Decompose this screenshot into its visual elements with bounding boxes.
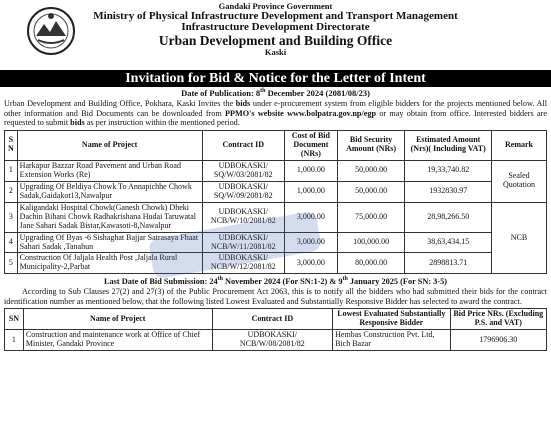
row-sn: 3 [5,202,18,232]
row-sn: 1 [5,330,24,351]
publication-date-label: Date of Publication: 8 [181,88,261,98]
col-contract-id: Contract ID [212,309,333,330]
col-project-name: Name of Project [17,131,202,161]
row-sn: 1 [5,160,18,181]
row-bid-doc-cost: 1,000.00 [284,181,337,202]
remark-ncb: NCB [492,202,547,274]
last-submission-date [4,276,547,286]
row-estimated-amount: 19,33,740.82 [405,160,492,181]
row-estimated-amount: 38,63,434.15 [405,232,492,253]
row-bid-doc-cost: 1,000.00 [284,160,337,181]
col-contract-id: Contract ID [202,131,284,161]
row-bid-doc-cost: 3,000.00 [284,232,337,253]
row-bid-security: 100,000.00 [337,232,405,253]
table-row [5,181,547,202]
award-table [4,308,547,351]
col-sn: S N [5,131,18,161]
col-project-name: Name of Project [23,309,212,330]
row-project-name: Upgrading Of Byas -6 Sishaghat Bajjar Satrasaya Fhaat Sahari Sadak ,Tanahun [17,232,202,253]
row-contract-id: UDBOKASKI/ NCB/W/08/2081/82 [212,330,333,351]
table-row [5,330,547,351]
row-estimated-amount: 1932830.97 [405,181,492,202]
row-contract-id: UDBOKASKI/ SQ/W/09/2081/82 [202,181,284,202]
intent-notice-paragraph: According to Sub Clauses 27(2) and 27(3) of the Public Procurement Act 2063, this is to notify all the bidders who had submitted their bids for the contract identification number as mentioned below, that the following listed Lowest Evaluated and Substantially Responsive Bidder has selected to award the contract. [4,287,547,306]
row-estimated-amount: 2898813.71 [405,253,492,274]
row-contract-id: UDBOKASKI/ SQ/W/03/2081/82 [202,160,284,181]
row-sn: 2 [5,181,18,202]
last-date-sup-2: th [342,276,348,283]
row-bidder: Hembas Construction Pvt. Ltd, Bich Bazar [333,330,450,351]
last-date-text-3: January 2025 (For SN: 3-5) [347,277,448,287]
row-bid-security: 50,000.00 [337,181,405,202]
publication-date [4,88,547,98]
col-bid-security: Bid Security Amount (NRs) [337,131,405,161]
office-location: Kaski [264,47,287,58]
notice-header [4,0,547,70]
row-contract-id: UDBOKASKI/ NCB/W/10/2081/82 [202,202,284,232]
bid-table-header [5,131,547,161]
row-bid-security: 50,000.00 [337,160,405,181]
ministry-name: Ministry of Physical Infrastructure Development and Transport Management [93,9,458,22]
col-bid-price: Bid Price NRs. (Excluding P.S. and VAT) [450,309,546,330]
directorate-name: Infrastructure Development Directorate [181,21,370,34]
government-emblem-icon [26,6,76,56]
last-date-text-2: November 2024 (For SN:1-2) & 9 [222,277,343,287]
intro-bold-1: bids [235,99,251,108]
intro-text-3: or may obtain from office. Interested bidders are requested to submit [4,108,547,128]
row-bid-security: 75,000.00 [337,202,405,232]
row-project-name: Construction and maintenance work at Office of Chief Minister, Gandaki Province [23,330,212,351]
award-table-header [5,309,547,330]
row-bid-security: 80,000.00 [337,253,405,274]
row-bid-doc-cost: 3,000.00 [284,202,337,232]
row-bid-price: 1796906.30 [450,330,546,351]
col-bid-doc-cost: Cost of Bid Document (NRs) [284,131,337,161]
row-project-name: Upgrading Of Beldiya Chowk To Annapichhe Chowk Sadak,Gaidakot13,Nawalpur [17,181,202,202]
col-lowest-bidder: Lowest Evaluated Substantially Responsive Bidder [333,309,450,330]
intro-paragraph [4,99,547,128]
row-project-name: Kaligandaki Hospital Chowk(Ganesh Chowk) Dheki Dachin Bihani Chowk Radhakrishana Hudai Taruwatal Jane Sahari Sadak Bistar,Kawasoti-8,Nawalpur [17,202,202,232]
intro-text-1: Urban Development and Building Office, Pokhara, Kaski Invites the [4,99,236,108]
last-date-text-1: Last Date of Bid Submission: 24 [103,277,218,287]
office-name: Urban Development and Building Office [158,33,393,49]
intro-bold-3: bids [70,118,85,128]
table-row [5,160,547,181]
row-sn: 4 [5,232,18,253]
remark-sealed-quotation: Sealed Quotation [492,160,547,202]
col-remark: Remark [492,131,547,161]
row-contract-id: UDBOKASKI/ NCB/W/12/2081/82 [202,253,284,274]
row-contract-id: UDBOKASKI/ NCB/W/11/2081/82 [202,232,284,253]
intro-text-4: as per instruction within the mentioned period. [84,118,240,128]
col-estimated-amount: Estimated Amount (Nrs)( Including VAT) [405,131,492,161]
row-project-name: Harkapur Bazzar Road Pavement and Urban Road Extension Works (Re) [17,160,202,181]
intro-text-2: under e-procurement system from eligible bidders for the projects mentioned below. All other information and Bid Documents can be downloaded from [4,99,547,118]
row-project-name: Construction Of Jaljala Health Post ,Jaljala Rural Municipality-2,Parbat [17,253,202,274]
publication-date-sup: th [260,88,266,95]
province-government: Gandaki Province Government [218,1,333,11]
row-estimated-amount: 28,98,266.50 [405,202,492,232]
publication-date-rest: December 2024 (2081/08/23) [265,88,370,98]
col-sn: SN [5,309,24,330]
last-date-sup-1: th [217,276,223,283]
row-bid-doc-cost: 3,000.00 [284,253,337,274]
row-sn: 5 [5,253,18,274]
notice-title-banner: Invitation for Bid & Notice for the Letter of Intent [0,70,551,87]
intro-website: PPMO's website www.bolpatra.gov.np/egp [225,108,377,118]
